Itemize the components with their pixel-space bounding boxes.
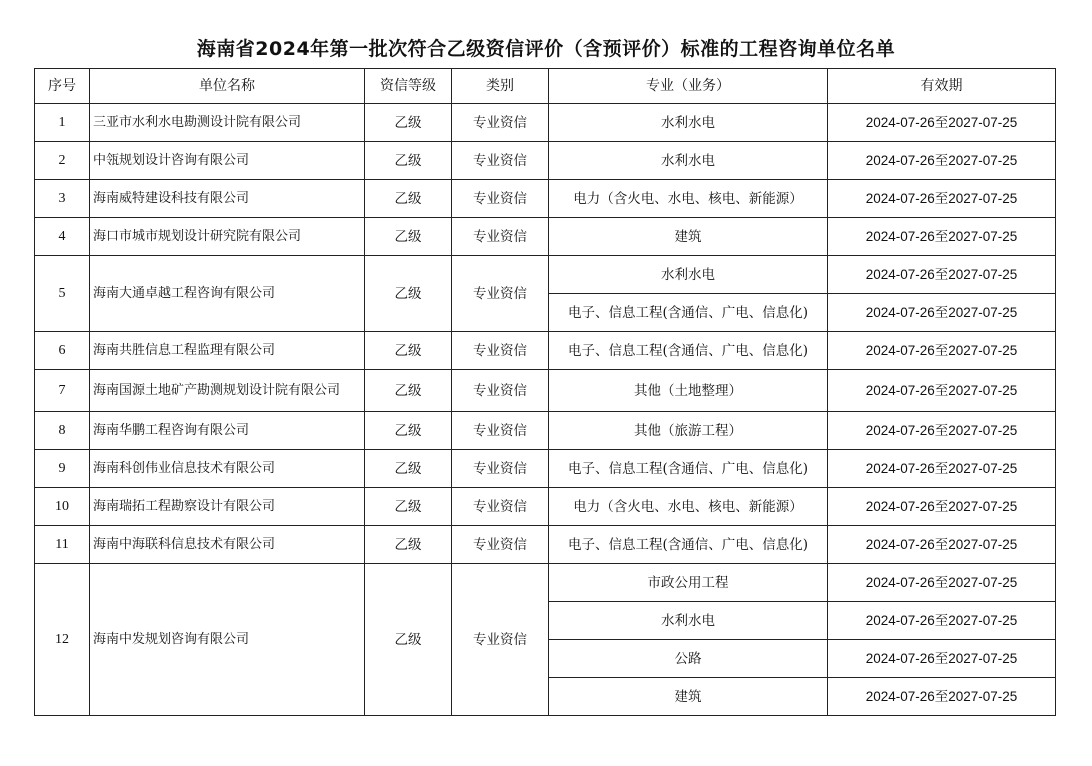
row-index: 6 [35,332,90,370]
table-row [35,218,1056,256]
category: 专业资信 [452,104,549,142]
qualification-level: 乙级 [365,450,452,488]
category: 专业资信 [452,564,549,716]
company-name: 海南国源土地矿产勘测规划设计院有限公司 [90,370,365,412]
validity-period: 2024-07-26至2027-07-25 [828,332,1056,370]
company-name: 海南中发规划咨询有限公司 [90,564,365,716]
header-validity: 有效期 [828,69,1056,104]
header-qualification-level: 资信等级 [365,69,452,104]
table-row [35,526,1056,564]
company-name: 海南共胜信息工程监理有限公司 [90,332,365,370]
row-index: 10 [35,488,90,526]
row-index: 12 [35,564,90,716]
business-scope: 水利水电 [549,104,828,142]
table-body [35,104,1056,716]
header-business: 专业（业务） [549,69,828,104]
qualification-level: 乙级 [365,256,452,332]
company-name: 海南大通卓越工程咨询有限公司 [90,256,365,332]
validity-period: 2024-07-26至2027-07-25 [828,104,1056,142]
validity-period: 2024-07-26至2027-07-25 [828,180,1056,218]
category: 专业资信 [452,370,549,412]
table-row [35,412,1056,450]
qualification-level: 乙级 [365,142,452,180]
validity-period: 2024-07-26至2027-07-25 [828,678,1056,716]
category: 专业资信 [452,488,549,526]
header-index: 序号 [35,69,90,104]
business-scope: 公路 [549,640,828,678]
row-index: 5 [35,256,90,332]
category: 专业资信 [452,526,549,564]
business-scope: 电子、信息工程(含通信、广电、信息化) [549,332,828,370]
qualification-level: 乙级 [365,218,452,256]
company-name: 中瓴规划设计咨询有限公司 [90,142,365,180]
category: 专业资信 [452,412,549,450]
row-index: 7 [35,370,90,412]
qualification-level: 乙级 [365,104,452,142]
category: 专业资信 [452,332,549,370]
row-index: 4 [35,218,90,256]
qualification-level: 乙级 [365,332,452,370]
company-name: 海南华鹏工程咨询有限公司 [90,412,365,450]
business-scope: 水利水电 [549,142,828,180]
table-row [35,488,1056,526]
validity-period: 2024-07-26至2027-07-25 [828,526,1056,564]
validity-period: 2024-07-26至2027-07-25 [828,256,1056,294]
validity-period: 2024-07-26至2027-07-25 [828,412,1056,450]
table-row [35,256,1056,294]
business-scope: 电子、信息工程(含通信、广电、信息化) [549,450,828,488]
qualification-level: 乙级 [365,488,452,526]
company-name: 海南中海联科信息技术有限公司 [90,526,365,564]
validity-period: 2024-07-26至2027-07-25 [828,488,1056,526]
category: 专业资信 [452,256,549,332]
table-row [35,332,1056,370]
business-scope: 水利水电 [549,256,828,294]
business-scope: 电力（含火电、水电、核电、新能源） [549,180,828,218]
business-scope: 其他（旅游工程） [549,412,828,450]
qualification-table [34,68,1056,716]
company-name: 海南威特建设科技有限公司 [90,180,365,218]
business-scope: 市政公用工程 [549,564,828,602]
qualification-level: 乙级 [365,412,452,450]
category: 专业资信 [452,142,549,180]
validity-period: 2024-07-26至2027-07-25 [828,218,1056,256]
business-scope: 电子、信息工程(含通信、广电、信息化) [549,294,828,332]
company-name: 三亚市水利水电勘测设计院有限公司 [90,104,365,142]
row-index: 2 [35,142,90,180]
table-row [35,142,1056,180]
business-scope: 水利水电 [549,602,828,640]
qualification-level: 乙级 [365,564,452,716]
company-name: 海南瑞拓工程勘察设计有限公司 [90,488,365,526]
row-index: 1 [35,104,90,142]
category: 专业资信 [452,218,549,256]
company-name: 海口市城市规划设计研究院有限公司 [90,218,365,256]
table-row [35,450,1056,488]
qualification-level: 乙级 [365,180,452,218]
table-row [35,180,1056,218]
business-scope: 电子、信息工程(含通信、广电、信息化) [549,526,828,564]
validity-period: 2024-07-26至2027-07-25 [828,564,1056,602]
qualification-level: 乙级 [365,526,452,564]
validity-period: 2024-07-26至2027-07-25 [828,370,1056,412]
row-index: 9 [35,450,90,488]
qualification-level: 乙级 [365,370,452,412]
category: 专业资信 [452,450,549,488]
row-index: 8 [35,412,90,450]
validity-period: 2024-07-26至2027-07-25 [828,294,1056,332]
company-name: 海南科创伟业信息技术有限公司 [90,450,365,488]
header-category: 类别 [452,69,549,104]
header-company-name: 单位名称 [90,69,365,104]
category: 专业资信 [452,180,549,218]
validity-period: 2024-07-26至2027-07-25 [828,602,1056,640]
document-title: 海南省2024年第一批次符合乙级资信评价（含预评价）标准的工程咨询单位名单 [196,38,896,60]
business-scope: 电力（含火电、水电、核电、新能源） [549,488,828,526]
business-scope: 建筑 [549,218,828,256]
row-index: 11 [35,526,90,564]
validity-period: 2024-07-26至2027-07-25 [828,142,1056,180]
table-header-row [35,69,1056,104]
table-row [35,104,1056,142]
table-row [35,564,1056,602]
row-index: 3 [35,180,90,218]
validity-period: 2024-07-26至2027-07-25 [828,640,1056,678]
table-row [35,370,1056,412]
business-scope: 建筑 [549,678,828,716]
business-scope: 其他（土地整理） [549,370,828,412]
validity-period: 2024-07-26至2027-07-25 [828,450,1056,488]
